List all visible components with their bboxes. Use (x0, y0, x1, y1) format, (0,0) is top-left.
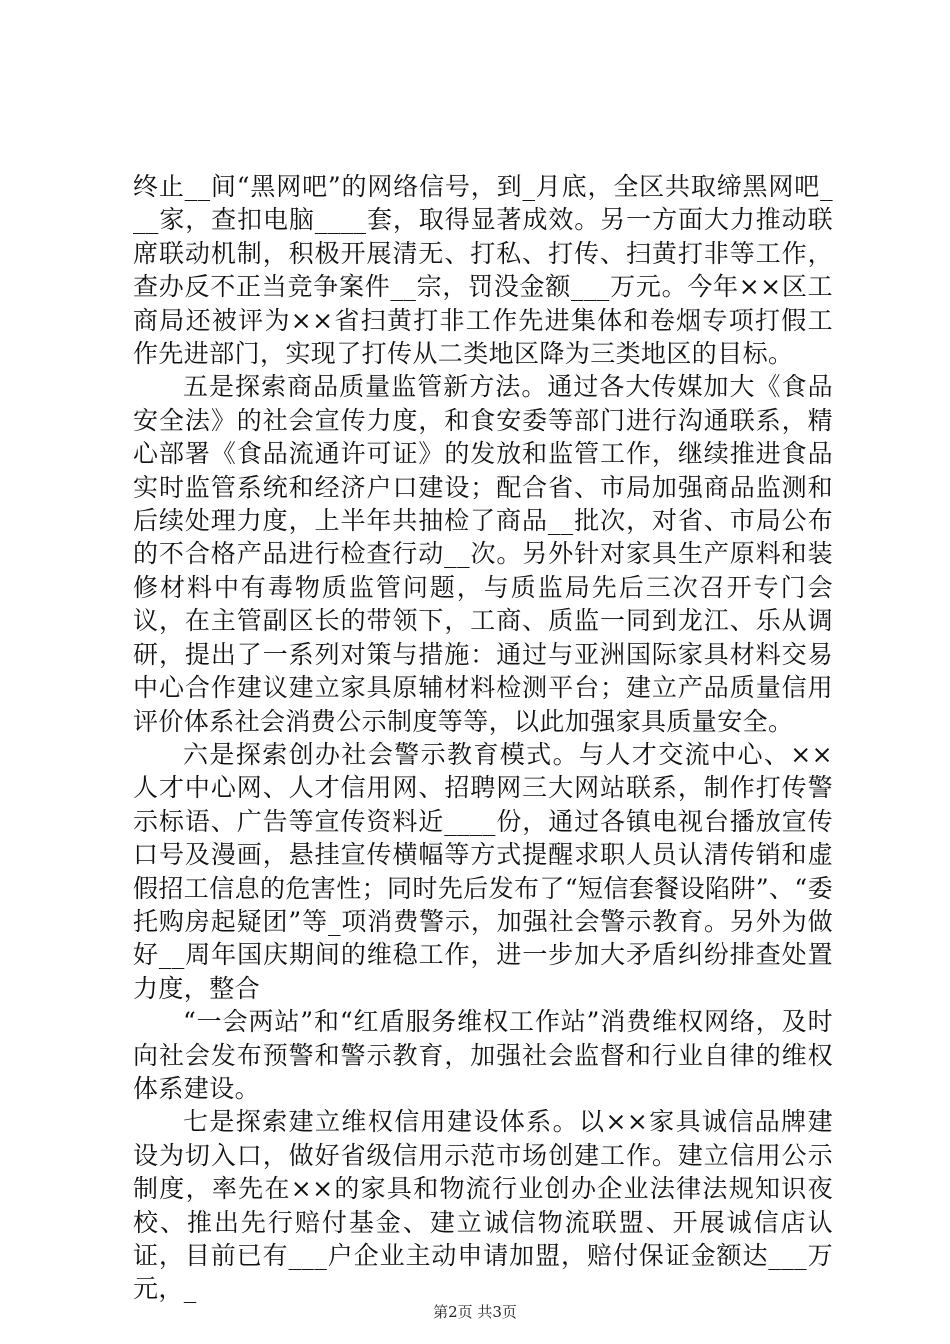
paragraph: 终止__间“黑网吧”的网络信号，到_月底，全区共取缔黑网吧___家，查扣电脑____套，取得显著成效。另一方面大力推动联席联动机制，积极开展清无、打私、打传、扫黄打非等工作，查办反不正当竞争案件__宗，罚没金额___万元。今年××区工商局还被评为××省扫黄打非工作先进集体和卷烟专项打假工作先进部门，实现了打传从二类地区降为三类地区的目标。 (133, 172, 833, 369)
paragraph: “一会两站”和“红盾服务维权工作站”消费维权网络，及时向社会发布预警和警示教育，加强社会监督和行业自律的维权体系建设。 (133, 1007, 833, 1103)
paragraph: 六是探索创办社会警示教育模式。与人才交流中心、××人才中心网、人才信用网、招聘网三大网站联系，制作打传警示标语、广告等宣传资料近____份，通过各镇电视台播放宣传口号及漫画，悬挂宣传横幅等方式提醒求职人员认清传销和虚假招工信息的危害性；同时先后发布了“短信套餐设陷阱”、“委托购房起疑团”等_项消费警示，加强社会警示教育。另外为做好__周年国庆期间的维稳工作，进一步加大矛盾纠纷排查处置力度，整合 (133, 739, 833, 1003)
page-footer: 第2页 共3页 (433, 1303, 517, 1321)
paragraph: 七是探索建立维权信用建设体系。以××家具诚信品牌建设为切入口，做好省级信用示范市场创建工作。建立信用公示制度，率先在××的家具和物流行业创办企业法律法规知识夜校、推出先行赔付基金、建立诚信物流联盟、开展诚信店认证，目前已有___户企业主动申请加盟，赔付保证金额达___万元，_ (133, 1107, 833, 1304)
document-body (133, 170, 833, 1306)
paragraph: 五是探索商品质量监管新方法。通过各大传媒加大《食品安全法》的社会宣传力度，和食安委等部门进行沟通联系，精心部署《食品流通许可证》的发放和监管工作，继续推进食品实时监管系统和经济户口建设；配合省、市局加强商品监测和后续处理力度，上半年共抽检了商品__批次，对省、市局公布的不合格产品进行检查行动__次。另外针对家具生产原料和装修材料中有毒物质监管问题，与质监局先后三次召开专门会议，在主管副区长的带领下，工商、质监一同到龙江、乐从调研，提出了一系列对策与措施：通过与亚洲国际家具材料交易中心合作建议建立家具原辅材料检测平台；建立产品质量信用评价体系社会消费公示制度等等，以此加强家具质量安全。 (133, 372, 833, 736)
